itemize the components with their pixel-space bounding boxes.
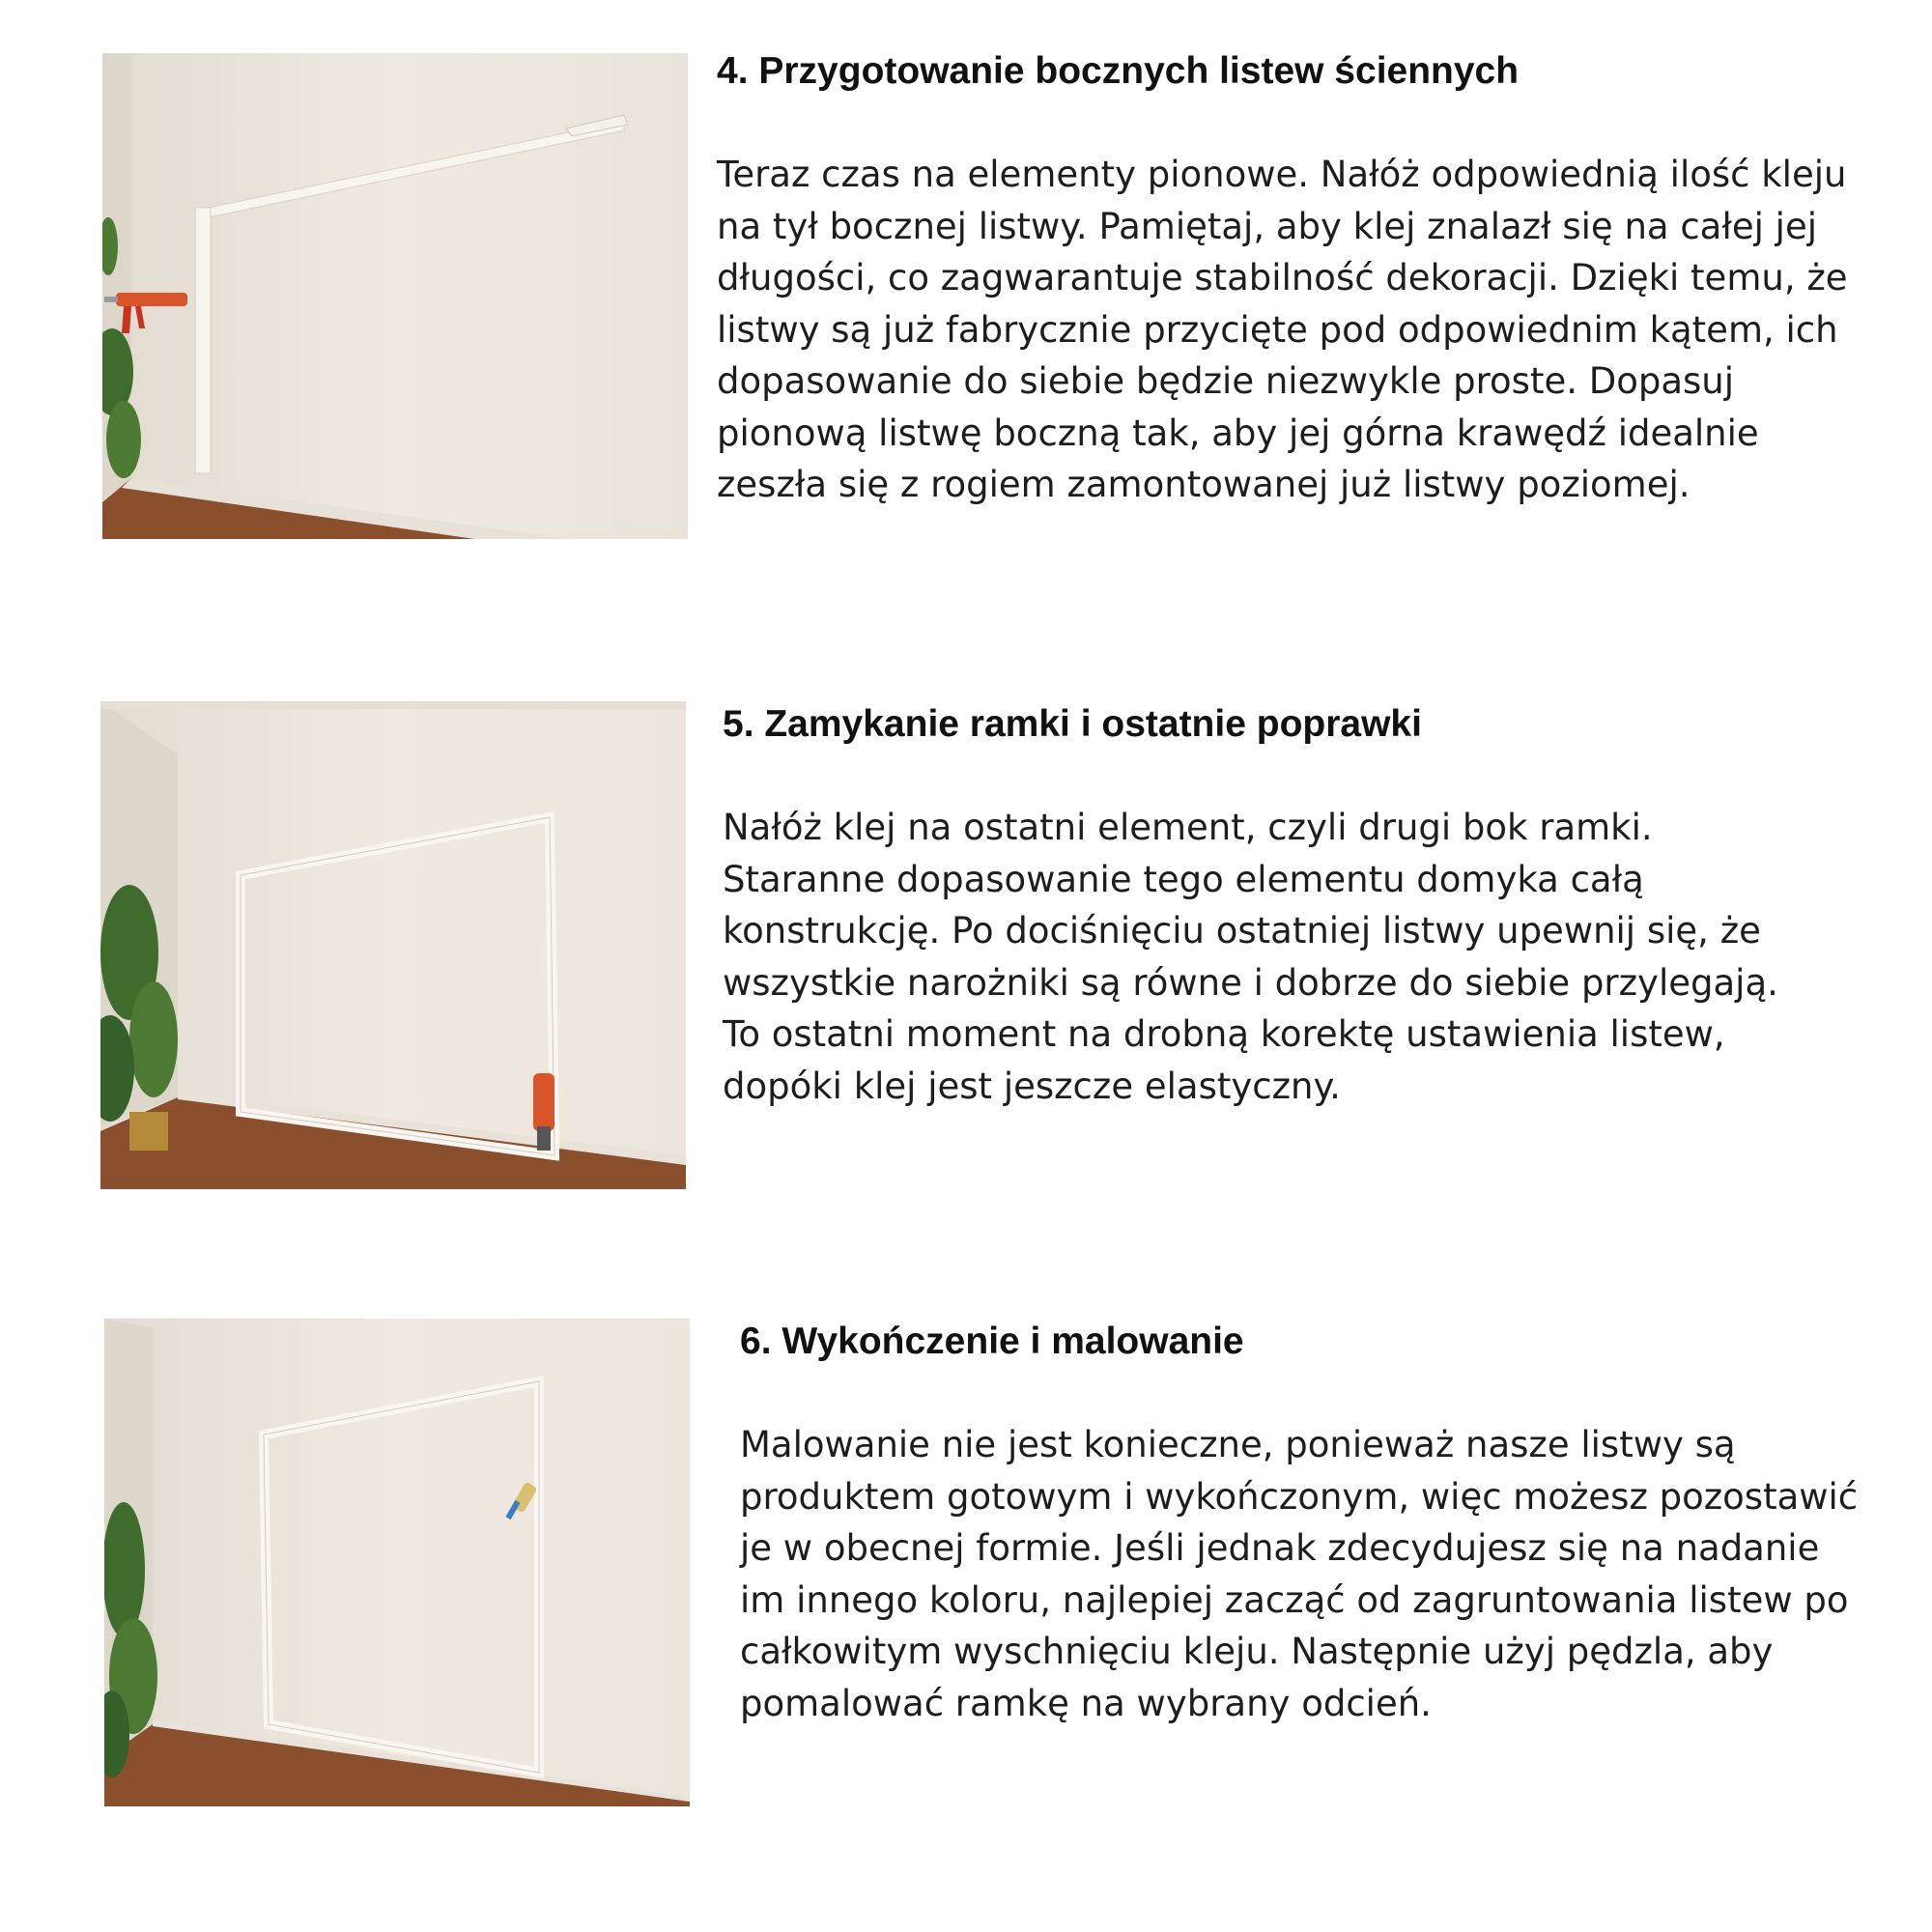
step-6-photo [104, 1319, 690, 1806]
step-4-description: Teraz czas na elementy pionowe. Nałóż odpowiednią ilość kleju na tył bocznej listwy. Pamiętaj, aby klej znalazł się na całej jej długości, co zagwarantuje stabilność dekoracji. Dzięki temu, że listwy są już fabrycznie przycięte pod odpowiednim kątem, ich dopasowanie do siebie będzie niezwykle proste. Dopasuj pionową listwę boczną tak, aby jej górna krawędź idealnie zeszła się z rogiem zamontowanej już listwy poziomej. [717, 154, 1848, 505]
step-4-title: 4. Przygotowanie bocznych listew ściennych [717, 50, 1520, 92]
step-6-description: Malowanie nie jest konieczne, ponieważ nasze listwy są produktem gotowym i wykończonym, więc możesz pozostawić je w obecnej formie. Jeśli jednak zdecydujesz się na nadanie im innego koloru, najlepiej zacząć od zagruntowania listew po całkowitym wyschnięciu kleju. Następnie użyj pędzla, aby pomalować ramkę na wybrany odcień. [740, 1424, 1859, 1724]
step-5-title: 5. Zamykanie ramki i ostatnie poprawki [723, 703, 1422, 745]
step-6-title: 6. Wykończenie i malowanie [740, 1321, 1244, 1362]
step-4-photo [102, 53, 688, 539]
step-5-photo [100, 701, 686, 1189]
step-5-description: Nałóż klej na ostatni element, czyli drugi bok ramki. Staranne dopasowanie tego elementu domyka całą konstrukcję. Po dociśnięciu ostatniej listwy upewnij się, że wszystkie narożniki są równe i dobrze do siebie przylegają. To ostatni moment na drobną korektę ustawienia listew, dopóki klej jest jeszcze elastyczny. [723, 807, 1778, 1107]
